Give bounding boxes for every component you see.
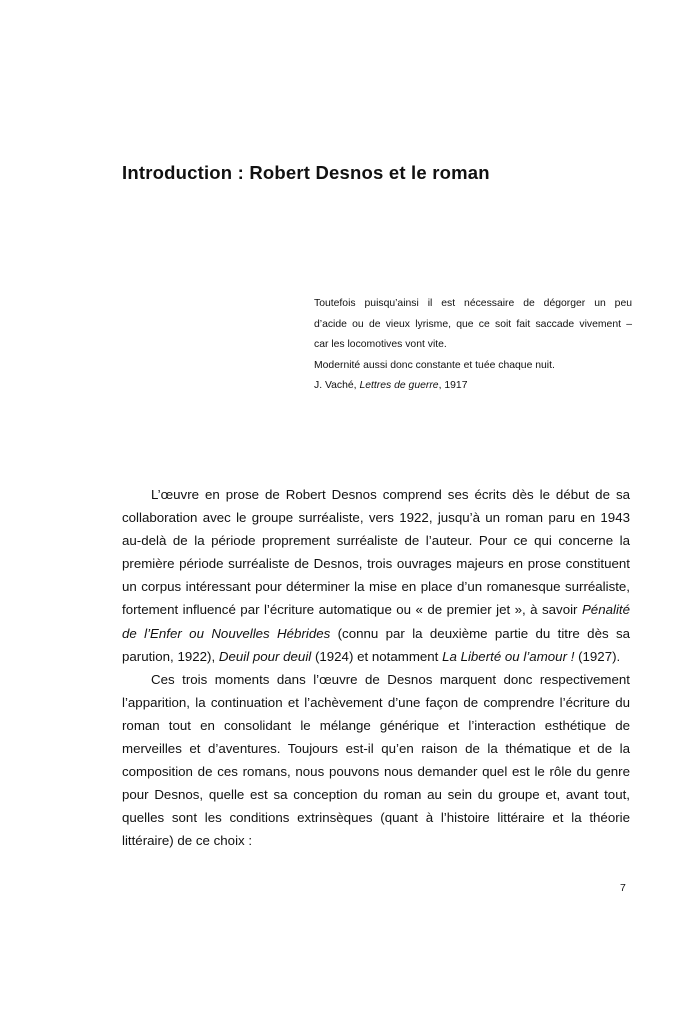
book-title-liberte: La Liberté ou l’amour !	[442, 648, 575, 664]
epigraph-work-title: Lettres de guerre	[359, 380, 439, 391]
chapter-title: Introduction : Robert Desnos et le roman	[122, 162, 490, 183]
epigraph-year: , 1917	[438, 380, 468, 391]
epigraph-line-2: d’acide ou de vieux lyrisme, que ce soit fait saccade vivement –	[314, 318, 632, 330]
book-title-deuil: Deuil pour deuil	[218, 648, 312, 664]
paragraph-1	[122, 483, 630, 668]
epigraph-attribution	[314, 376, 632, 397]
epigraph-line-1: Toutefois puisqu’ainsi il est nécessaire de dégorger un peu	[314, 298, 632, 309]
paragraph-1-text-2: (connu par la deuxième partie du titre dès sa parution, 1922),	[122, 625, 631, 664]
paragraph-1-text-1: L’œuvre en prose de Robert Desnos comprend ses écrits dès le début de sa collaboration avec le groupe surréaliste, vers 1922, jusqu’à un roman paru en 1943 au-delà de la période proprement surréaliste de l’auteur. Pour ce qui concerne la première période surréaliste de Desnos, trois ouvrages majeurs en prose constituent un corpus intéressant pour déterminer la mise en place d’un romanesque surréaliste, fortement influencé par l’écriture automatique ou « de premier jet », à savoir	[122, 487, 630, 618]
paragraph-1-text-4: (1927).	[574, 648, 621, 664]
paragraph-1-text-3: (1924) et notamment	[311, 648, 443, 664]
epigraph-line-4: Modernité aussi donc constante et tuée chaque nuit.	[314, 359, 555, 371]
epigraph-author: J. Vaché,	[314, 380, 360, 391]
paragraph-2: Ces trois moments dans l’œuvre de Desnos marquent donc respectivement l’apparition, la continuation et l’achèvement d’une façon de comprendre l’écriture du roman tout en consolidant le mélange générique et l’interaction esthétique de merveilles et d’aventures. Toujours est-il qu’en raison de la thématique et de la composition de ces romans, nous pouvons nous demander quel est le rôle du genre pour Desnos, quelle est sa conception du roman au sein du groupe et, avant tout, quelles sont les conditions extrinsèques (quant à l’histoire littéraire et la théorie littéraire) de ce choix :	[122, 671, 630, 849]
page-number: 7	[620, 882, 626, 894]
epigraph-line-3: car les locomotives vont vite.	[314, 339, 447, 350]
book-title-penalite: Pénalité de l’Enfer ou Nouvelles Hébrides	[122, 602, 630, 641]
body-text	[122, 483, 630, 853]
epigraph	[314, 294, 632, 397]
